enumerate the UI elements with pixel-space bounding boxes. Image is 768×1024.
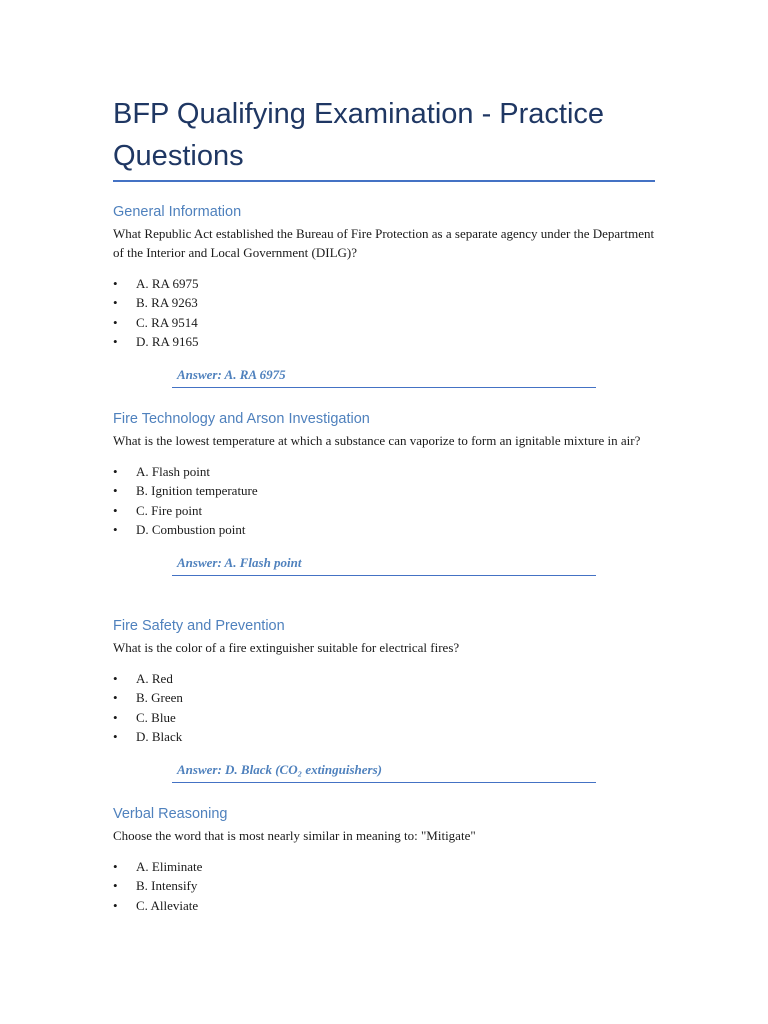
bullet-icon: • — [113, 897, 118, 913]
bullet-icon: • — [113, 671, 118, 686]
option-item — [113, 274, 673, 293]
bullet-icon: • — [113, 314, 118, 330]
option-label: A. Red — [136, 671, 173, 686]
bullet-icon: • — [113, 690, 118, 706]
option-item — [113, 520, 673, 539]
option-label: B. Green — [136, 690, 183, 706]
section-general-information — [113, 203, 673, 388]
answer-block — [172, 366, 596, 388]
bullet-icon: • — [113, 728, 118, 744]
bullet-icon: • — [113, 333, 118, 349]
option-item — [113, 688, 673, 707]
option-label: D. RA 9165 — [136, 333, 199, 349]
bullet-icon: • — [113, 483, 118, 499]
option-label: D. Black — [136, 728, 183, 744]
option-item — [113, 293, 673, 312]
option-item — [113, 708, 673, 727]
bullet-icon: • — [113, 276, 118, 291]
section-heading: Fire Safety and Prevention — [113, 618, 285, 634]
question-text: What is the color of a fire extinguisher suitable for electrical fires? — [113, 640, 460, 655]
bullet-icon: • — [113, 521, 118, 537]
options-list — [113, 462, 673, 539]
option-label: C. Fire point — [136, 502, 203, 518]
bullet-icon: • — [113, 464, 118, 479]
section-heading: Verbal Reasoning — [113, 806, 228, 822]
option-label: C. Blue — [136, 709, 176, 725]
title-divider — [113, 180, 655, 182]
section-heading: Fire Technology and Arson Investigation — [113, 411, 370, 427]
option-item — [113, 501, 673, 520]
option-item — [113, 876, 673, 895]
option-item — [113, 857, 673, 876]
options-list — [113, 669, 673, 746]
bullet-icon: • — [113, 709, 118, 725]
option-label: C. Alleviate — [136, 897, 199, 913]
option-label: B. Ignition temperature — [136, 483, 258, 499]
section-fire-safety — [113, 617, 673, 783]
section-fire-technology — [113, 410, 673, 576]
option-label: B. Intensify — [136, 878, 198, 894]
option-label: C. RA 9514 — [136, 314, 198, 330]
option-label: A. RA 6975 — [136, 276, 199, 291]
option-label: A. Flash point — [136, 464, 211, 479]
option-item — [113, 313, 673, 332]
option-item — [113, 727, 673, 746]
bullet-icon: • — [113, 502, 118, 518]
page-title: BFP Qualifying Examination - Practice Questions — [113, 98, 605, 172]
section-heading: General Information — [113, 204, 242, 220]
option-item — [113, 896, 673, 915]
answer-block — [172, 761, 596, 783]
options-list — [113, 857, 673, 915]
answer-text: Answer: A. RA 6975 — [172, 366, 596, 388]
question-text: What is the lowest temperature at which a substance can vaporize to form an ignitable mixture in air? — [113, 433, 641, 448]
section-verbal-reasoning — [113, 805, 673, 915]
bullet-icon: • — [113, 878, 118, 894]
answer-block — [172, 554, 596, 576]
option-label: D. Combustion point — [136, 521, 246, 537]
option-item — [113, 332, 673, 351]
bullet-icon: • — [113, 859, 118, 874]
answer-text: Answer: D. Black (CO₂ extinguishers) — [172, 761, 596, 783]
option-item — [113, 462, 673, 481]
question-text: Choose the word that is most nearly similar in meaning to: "Mitigate" — [113, 828, 476, 843]
answer-text: Answer: A. Flash point — [172, 554, 596, 576]
bullet-icon: • — [113, 295, 118, 311]
options-list — [113, 274, 673, 351]
option-label: B. RA 9263 — [136, 295, 198, 311]
option-item — [113, 481, 673, 500]
option-label: A. Eliminate — [136, 859, 203, 874]
option-item — [113, 669, 673, 688]
question-text: What Republic Act established the Bureau of Fire Protection as a separate agency under the Department of the Interior and Local Government (DILG)? — [113, 226, 655, 260]
